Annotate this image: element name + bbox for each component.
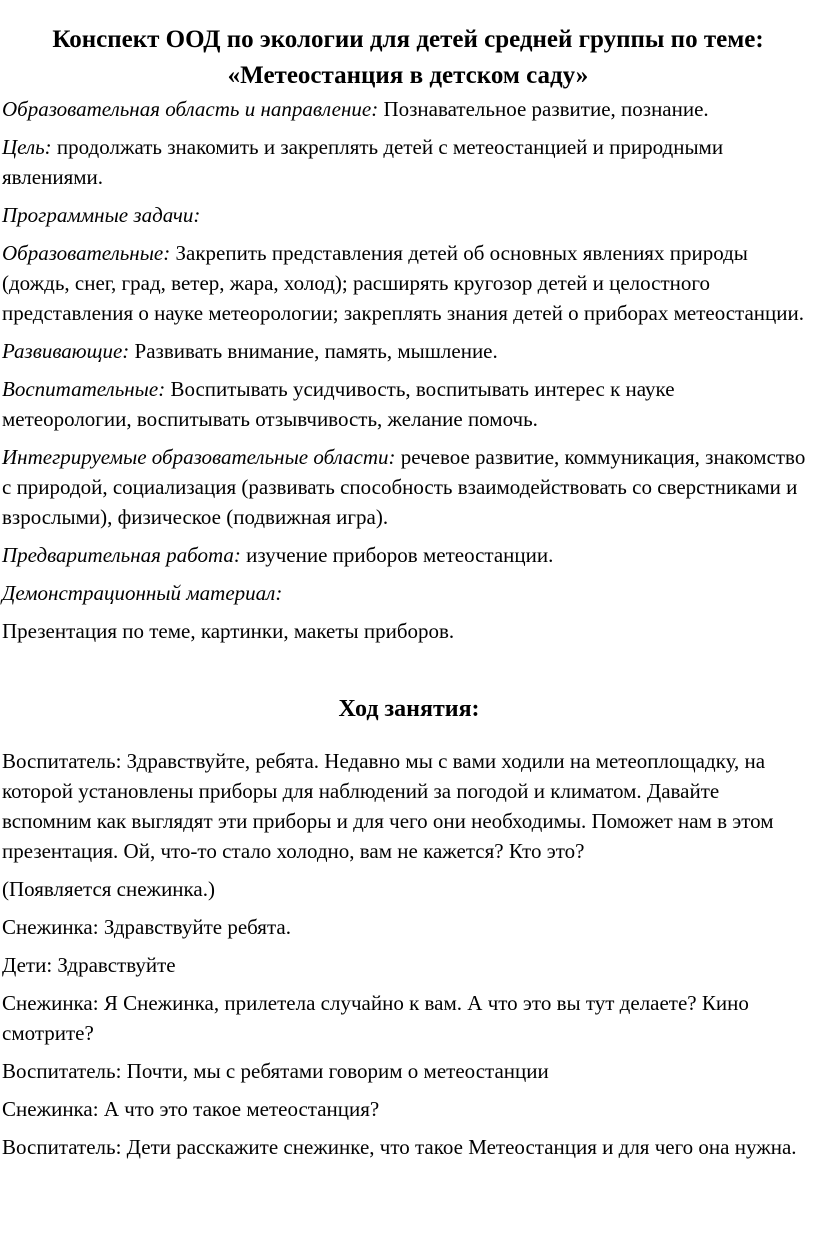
section-text: речевое развитие, коммуникация, знакомство с природой, социализация (развивать способность взаимодействовать со сверстниками и взрослыми), физическое (подвижная игра). [2,445,806,529]
dialog-line: Снежинка: Я Снежинка, прилетела случайно к вам. А что это вы тут делаете? Кино смотрите? [2,991,749,1045]
title-line-2: «Метеостанция в детском саду» [227,62,589,89]
section-preliminary-work [2,540,816,570]
section-label: Образовательные: [2,241,171,265]
lesson-heading: Ход занятия: [338,696,480,722]
section-text: Развивать внимание, память, мышление. [129,339,498,363]
section-label: Воспитательные: [2,377,166,401]
section-label: Демонстрационный материал: [2,581,283,605]
title-line-1: Конспект ООД по экологии для детей средней группы по теме: [52,26,764,53]
dialog-line: Снежинка: Здравствуйте ребята. [2,915,291,939]
section-label: Интегрируемые образовательные области: [2,445,396,469]
demo-material-text: Презентация по теме, картинки, макеты приборов. [2,619,455,643]
dialog-line: Дети: Здравствуйте [2,953,176,977]
section-text: Закрепить представления детей об основных явлениях природы (дождь, снег, град, ветер, жара, холод); расширять кругозор детей и целостного представления о науке метеорологии; закреплять знания детей о приборах метеостанции. [2,241,804,325]
section-label: Развивающие: [2,339,130,363]
section-text: Воспитывать усидчивость, воспитывать интерес к науке метеорологии, воспитывать отзывчивость, желание помочь. [2,377,675,431]
section-label: Программные задачи: [2,203,201,227]
section-educational [2,238,816,328]
section-text: Познавательное развитие, познание. [378,97,709,121]
lesson-dialog [2,746,816,1162]
section-program-tasks [2,200,816,230]
dialog-line: Воспитатель: Здравствуйте, ребята. Недавно мы с вами ходили на метеоплощадку, на которой установлены приборы для наблюдений за погодой и климатом. Давайте вспомним как выглядят эти приборы и для чего они необходимы. Поможет нам в этом презентация. Ой, что-то стало холодно, вам не кажется? Кто это? [2,749,774,863]
section-label: Предварительная работа: [2,543,241,567]
dialog-line: (Появляется снежинка.) [2,877,215,901]
section-label: Образовательная область и направление: [2,97,379,121]
dialog-line: Воспитатель: Дети расскажите снежинке, что такое Метеостанция и для чего она нужна. [2,1135,797,1159]
section-education-area [2,94,816,124]
section-upbringing [2,374,816,434]
section-integrated-areas [2,442,816,532]
section-goal [2,132,816,192]
section-text: изучение приборов метеостанции. [240,543,554,567]
document-title [2,22,816,94]
section-demo-material [2,578,816,608]
section-developing [2,336,816,366]
section-label: Цель: [2,135,52,159]
section-text: продолжать знакомить и закреплять детей с метеостанцией и природными явлениями. [2,135,724,189]
dialog-line: Снежинка: А что это такое метеостанция? [2,1097,380,1121]
dialog-line: Воспитатель: Почти, мы с ребятами говорим о метеостанции [2,1059,549,1083]
